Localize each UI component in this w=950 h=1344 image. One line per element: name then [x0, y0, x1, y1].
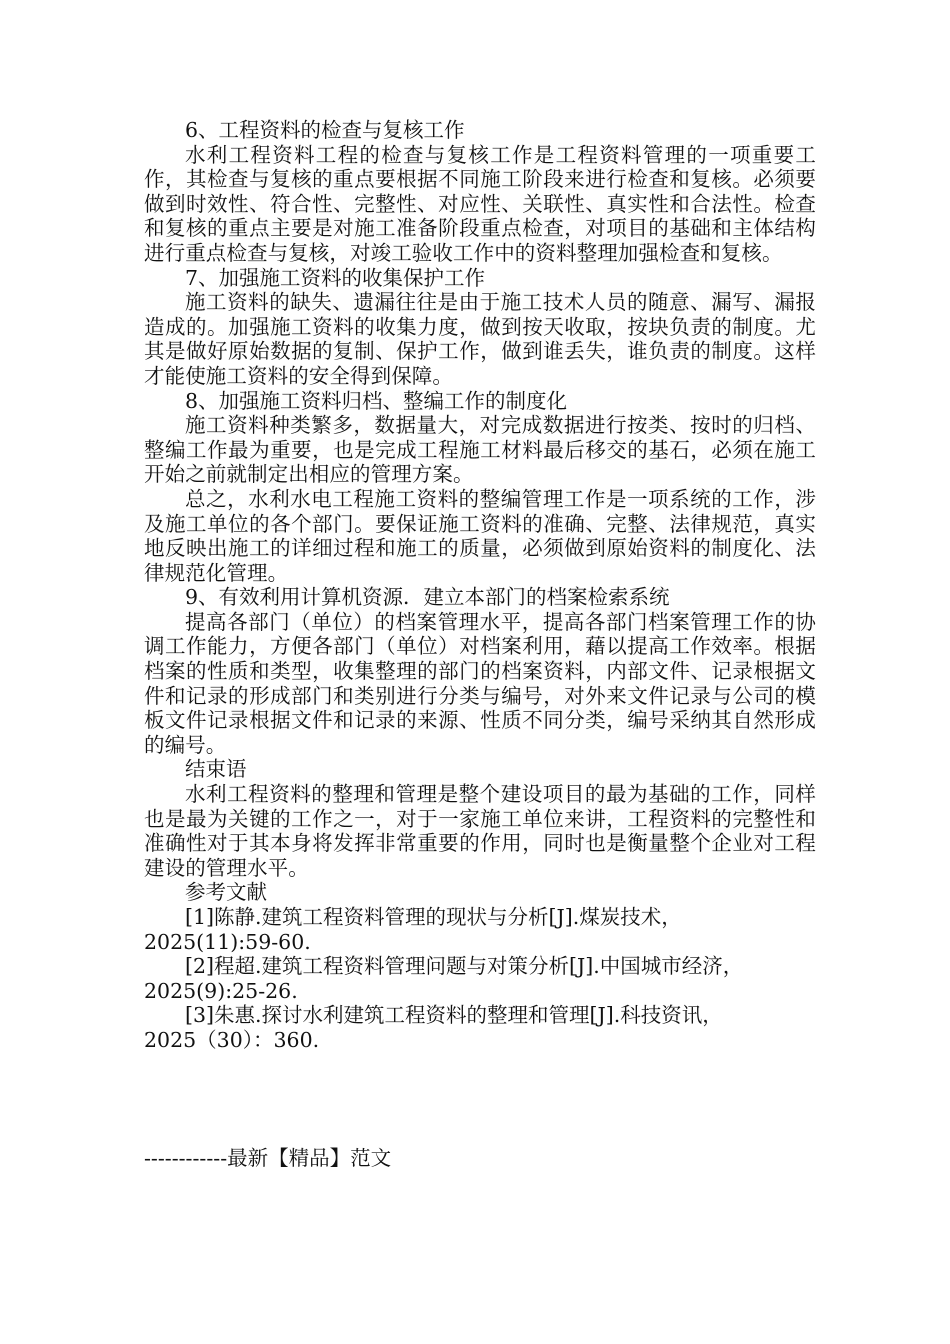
conclusion-heading: 结束语 [185, 757, 247, 782]
references-heading: 参考文献 [185, 880, 267, 905]
section-6-heading: 6、工程资料的检查与复核工作 [185, 118, 465, 142]
reference-item-3 [144, 1003, 816, 1052]
section-6-body: 水利工程资料工程的检查与复核工作是工程资料管理的一项重要工作，其检查与复核的重点要根据不同施工阶段来进行检查和复核。必须要做到时效性、符合性、完整性、对应性、关联性、真实性和合法性。检查和复核的重点主要是对施工准备阶段重点检查，对项目的基础和主体结构进行重点检查与复核，对竣工验收工作中的资料整理加强检查和复核。 [144, 142, 816, 265]
reference-1-line1: [1]陈静.建筑工程资料管理的现状与分析[J].煤炭技术， [185, 905, 682, 929]
reference-item-1 [144, 905, 816, 954]
section-9-body: 提高各部门（单位）的档案管理水平，提高各部门档案管理工作的协调工作能力，方便各部门（单位）对档案利用，藉以提高工作效率。根据档案的性质和类型，收集整理的部门的档案资料，内部文件、记录根据文件和记录的形成部门和类别进行分类与编号，对外来文件记录与公司的模板文件记录根据文件和记录的来源、性质不同分类，编号采纳其自然形成的编号。 [144, 609, 816, 757]
reference-3-line2: 2025（30）：360. [144, 1027, 320, 1052]
page-footer: ------------最新【精品】范文 [144, 1146, 392, 1170]
conclusion-body: 水利工程资料的整理和管理是整个建设项目的最为基础的工作，同样也是最为关键的工作之一，对于一家施工单位来讲，工程资料的完整性和准确性对于其本身将发挥非常重要的作用，同时也是衡量整个企业对工程建设的管理水平。 [144, 782, 816, 880]
section-8-heading: 8、加强施工资料归档、整编工作的制度化 [185, 388, 568, 413]
reference-3-line1: [3]朱惠.探讨水利建筑工程资料的整理和管理[J].科技资讯， [185, 1003, 723, 1028]
reference-item-2 [144, 954, 816, 1003]
section-8-body: 施工资料种类繁多，数据量大，对完成数据进行按类、按时的归档、整编工作最为重要，也是完成工程施工材料最后移交的基石，必须在施工开始之前就制定出相应的管理方案。 [144, 413, 816, 487]
reference-2-line2: 2025(9):25-26. [144, 978, 298, 1003]
section-9-heading: 9、有效利用计算机资源．建立本部门的档案检索系统 [185, 585, 670, 610]
section-7-body: 施工资料的缺失、遗漏往往是由于施工技术人员的随意、漏写、漏报造成的。加强施工资料的收集力度，做到按天收取，按块负责的制度。尤其是做好原始数据的复制、保护工作，做到谁丢失，谁负责的制度。这样才能使施工资料的安全得到保障。 [144, 290, 816, 388]
reference-2-line1: [2]程超.建筑工程资料管理问题与对策分析[J].中国城市经济， [185, 954, 744, 979]
document-body [144, 118, 816, 1053]
reference-1-line2: 2025(11):59-60. [144, 929, 311, 954]
section-7-heading: 7、加强施工资料的收集保护工作 [185, 265, 486, 290]
summary-paragraph: 总之，水利水电工程施工资料的整编管理工作是一项系统的工作，涉及施工单位的各个部门。要保证施工资料的准确、完整、法律规范，真实地反映出施工的详细过程和施工的质量，必须做到原始资料的制度化、法律规范化管理。 [144, 486, 816, 585]
